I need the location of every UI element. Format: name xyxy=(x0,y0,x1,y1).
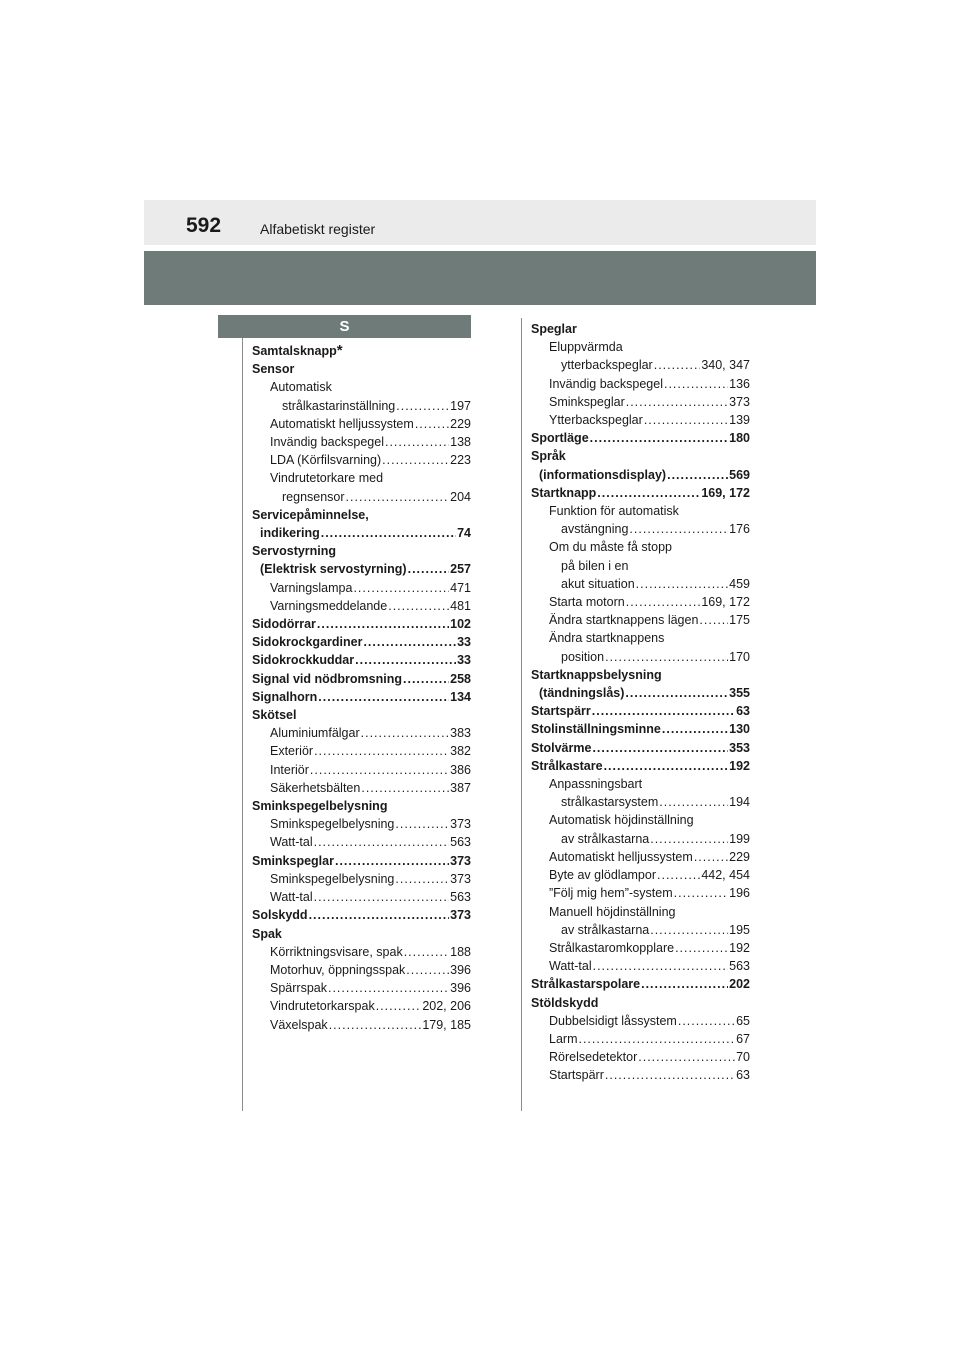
index-entry xyxy=(252,943,471,961)
page-reference: 194 xyxy=(729,795,750,810)
page-reference: 569 xyxy=(729,467,750,482)
index-entry xyxy=(252,615,471,633)
dot-leader xyxy=(361,724,450,738)
entry-text: Samtalsknapp xyxy=(252,344,337,358)
entry-text: Signal vid nödbromsning xyxy=(252,671,402,686)
entry-text: Om du måste få stopp xyxy=(549,540,672,555)
page-reference: 373 xyxy=(450,871,471,886)
dot-leader xyxy=(355,651,456,665)
column-divider-right xyxy=(521,318,522,1111)
dot-leader xyxy=(664,375,728,389)
page-reference: 195 xyxy=(729,922,750,937)
entry-text: Spak xyxy=(252,926,282,941)
entry-text: Spärrspak xyxy=(270,981,327,996)
dot-leader xyxy=(382,451,449,465)
page-reference: 192 xyxy=(729,940,750,955)
page-reference: 169, 172 xyxy=(701,595,750,610)
page-reference: 202 xyxy=(729,977,750,992)
entry-text: Watt-tal xyxy=(270,835,313,850)
page-reference: 396 xyxy=(450,962,471,977)
index-entry xyxy=(252,415,471,433)
dot-leader xyxy=(346,488,450,502)
entry-text: Strålkastare xyxy=(531,758,603,773)
entry-text: Servostyrning xyxy=(252,544,337,559)
page-reference: 373 xyxy=(450,853,471,868)
index-entry xyxy=(531,720,750,738)
index-entry xyxy=(531,921,750,939)
entry-text: Anpassningsbart xyxy=(549,777,643,792)
page-reference: 197 xyxy=(450,398,471,413)
index-entry xyxy=(531,975,750,993)
entry-text: Strålkastaromkopplare xyxy=(549,940,675,955)
index-entry xyxy=(531,1048,750,1066)
index-entry xyxy=(252,433,471,451)
page-reference: 442, 454 xyxy=(701,868,750,883)
index-entry xyxy=(531,1012,750,1030)
entry-text: Varningslampa xyxy=(270,580,353,595)
dot-leader xyxy=(675,939,728,953)
index-entry xyxy=(531,320,750,338)
page-reference: 229 xyxy=(729,849,750,864)
entry-text: Funktion för automatisk xyxy=(549,504,679,519)
entry-text: Speglar xyxy=(531,322,577,336)
page-reference: 340, 347 xyxy=(701,358,750,373)
entry-text: Sminkspegelbelysning xyxy=(270,871,395,886)
entry-text: Stöldskydd xyxy=(531,995,599,1010)
entry-text: Eluppvärmda xyxy=(549,340,623,355)
dot-leader xyxy=(314,742,449,756)
index-entry xyxy=(531,611,750,629)
entry-text: Växelspak xyxy=(270,1017,328,1032)
page-reference: 179, 185 xyxy=(422,1017,471,1032)
page-reference: 471 xyxy=(450,580,471,595)
dot-leader xyxy=(626,393,728,407)
page-title: Alfabetiskt register xyxy=(260,221,376,237)
entry-text: Automatisk xyxy=(270,380,332,395)
entry-text: Sidodörrar xyxy=(252,617,316,632)
dot-leader xyxy=(408,560,450,574)
index-column-left xyxy=(252,342,471,1034)
dot-leader xyxy=(385,433,449,447)
entry-text: Säkerhetsbälten xyxy=(270,780,361,795)
page-reference: 373 xyxy=(450,908,471,923)
entry-text: avstängning xyxy=(561,522,629,537)
entry-text: Sidokrockkuddar xyxy=(252,653,355,668)
page-reference: 74 xyxy=(457,526,471,541)
dot-leader xyxy=(335,852,449,866)
page-reference: 63 xyxy=(736,704,750,719)
index-entry xyxy=(531,447,750,465)
entry-text: Sminkspegelbelysning xyxy=(270,817,395,832)
entry-text: Invändig backspegel xyxy=(270,435,384,450)
entry-text: Startspärr xyxy=(531,704,591,719)
index-entry xyxy=(531,684,750,702)
dot-leader xyxy=(593,957,729,971)
dot-leader xyxy=(395,815,449,829)
dot-leader xyxy=(641,975,728,989)
page-reference: 223 xyxy=(450,453,471,468)
dot-leader xyxy=(403,670,449,684)
entry-text: av strålkastarna xyxy=(561,922,650,937)
entry-text: Sensor xyxy=(252,362,295,377)
entry-text: (informationsdisplay) xyxy=(539,467,667,482)
dot-leader xyxy=(694,848,728,862)
column-divider-left xyxy=(242,338,243,1111)
index-entry xyxy=(252,360,471,378)
dot-leader xyxy=(625,684,728,698)
index-entry xyxy=(252,742,471,760)
entry-text: Byte av glödlampor xyxy=(549,868,657,883)
page-reference: 383 xyxy=(450,726,471,741)
index-entry xyxy=(531,593,750,611)
page-reference: 196 xyxy=(729,886,750,901)
dot-leader xyxy=(406,961,449,975)
index-entry xyxy=(252,833,471,851)
page-reference: 65 xyxy=(736,1013,750,1028)
page-reference: 563 xyxy=(450,835,471,850)
page-reference: 563 xyxy=(450,890,471,905)
index-entry xyxy=(531,1030,750,1048)
dot-leader xyxy=(317,615,449,629)
index-column-right xyxy=(531,320,750,1085)
index-entry xyxy=(531,629,750,647)
entry-text: Exteriör xyxy=(270,744,314,759)
dot-leader xyxy=(590,429,728,443)
index-entry xyxy=(531,957,750,975)
dot-leader xyxy=(662,720,728,734)
index-entry xyxy=(531,793,750,811)
dot-leader xyxy=(376,997,422,1011)
page-reference: 373 xyxy=(729,394,750,409)
index-entry xyxy=(252,542,471,560)
entry-text: Sminkspeglar xyxy=(549,394,625,409)
page-reference: 204 xyxy=(450,489,471,504)
index-entry xyxy=(252,670,471,688)
entry-text: Skötsel xyxy=(252,708,297,723)
index-entry xyxy=(252,397,471,415)
index-entry xyxy=(252,579,471,597)
entry-text: Körriktningsvisare, spak xyxy=(270,944,403,959)
dot-leader xyxy=(310,761,449,775)
dot-leader xyxy=(667,466,728,480)
entry-text: Varningsmeddelande xyxy=(270,598,388,613)
index-entry xyxy=(531,903,750,921)
entry-text: Automatiskt helljussystem xyxy=(549,849,693,864)
entry-text: Manuell höjdinställning xyxy=(549,904,676,919)
page-reference: 175 xyxy=(729,613,750,628)
dot-leader xyxy=(597,484,700,498)
page-reference: 170 xyxy=(729,649,750,664)
dot-leader xyxy=(321,524,456,538)
index-entry xyxy=(252,852,471,870)
entry-text: Motorhuv, öppningsspak xyxy=(270,962,406,977)
dot-leader xyxy=(395,870,449,884)
header-band xyxy=(144,200,816,245)
page-reference: 188 xyxy=(450,944,471,959)
index-entry xyxy=(531,757,750,775)
dot-leader xyxy=(592,702,735,716)
index-entry xyxy=(252,997,471,1015)
entry-text: Signalhorn xyxy=(252,689,318,704)
page-reference: 176 xyxy=(729,522,750,537)
index-entry xyxy=(252,706,471,724)
dot-leader xyxy=(644,411,728,425)
index-entry xyxy=(252,815,471,833)
entry-text: Dubbelsidigt låssystem xyxy=(549,1013,677,1028)
index-entry xyxy=(531,702,750,720)
entry-text: Vindrutetorkarspak xyxy=(270,999,375,1014)
index-entry xyxy=(531,848,750,866)
page-reference: 199 xyxy=(729,831,750,846)
index-entry xyxy=(252,469,471,487)
index-entry xyxy=(531,502,750,520)
entry-text: Watt-tal xyxy=(549,959,592,974)
index-entry xyxy=(252,979,471,997)
dot-leader xyxy=(329,1016,422,1030)
entry-text: Startspärr xyxy=(549,1068,604,1083)
index-entry xyxy=(531,429,750,447)
page-reference: 481 xyxy=(450,598,471,613)
entry-text: Rörelsedetektor xyxy=(549,1050,638,1065)
index-entry xyxy=(252,724,471,742)
dot-leader xyxy=(626,593,701,607)
entry-text: LDA (Körfilsvarning) xyxy=(270,453,382,468)
page-reference: 373 xyxy=(450,817,471,832)
page-reference: 353 xyxy=(729,740,750,755)
index-entry xyxy=(252,524,471,542)
page-reference: 387 xyxy=(450,780,471,795)
entry-text: akut situation xyxy=(561,576,635,591)
dot-leader xyxy=(605,648,728,662)
index-entry xyxy=(252,925,471,943)
dot-leader xyxy=(638,1048,735,1062)
dot-leader xyxy=(605,1066,735,1080)
entry-text: Automatisk höjdinställning xyxy=(549,813,694,828)
entry-text: Ändra startknappens xyxy=(549,631,665,646)
entry-text: Interiör xyxy=(270,762,309,777)
index-entry xyxy=(252,797,471,815)
entry-text: Larm xyxy=(549,1031,578,1046)
page-reference: 136 xyxy=(729,376,750,391)
page-reference: 33 xyxy=(457,635,471,650)
index-entry xyxy=(531,739,750,757)
entry-text: Watt-tal xyxy=(270,890,313,905)
index-entry xyxy=(531,356,750,374)
index-entry xyxy=(531,830,750,848)
dot-leader xyxy=(328,979,449,993)
dot-leader xyxy=(654,356,701,370)
entry-text: Sportläge xyxy=(531,431,589,446)
entry-text: Automatiskt helljussystem xyxy=(270,416,414,431)
entry-text: Servicepåminnelse, xyxy=(252,507,369,522)
index-entry xyxy=(252,961,471,979)
index-entry xyxy=(252,633,471,651)
index-entry xyxy=(252,597,471,615)
entry-text: Aluminiumfälgar xyxy=(270,726,360,741)
index-entry xyxy=(252,1016,471,1034)
index-entry xyxy=(252,451,471,469)
dot-leader xyxy=(650,830,728,844)
dot-leader xyxy=(629,520,728,534)
index-entry xyxy=(531,338,750,356)
page-reference: 180 xyxy=(729,431,750,446)
entry-text: (tändningslås) xyxy=(539,686,625,701)
index-entry xyxy=(531,866,750,884)
section-banner xyxy=(144,251,816,305)
index-entry xyxy=(531,811,750,829)
dot-leader xyxy=(415,415,449,429)
dot-leader xyxy=(592,739,728,753)
index-entry xyxy=(531,484,750,502)
page-reference: 33 xyxy=(457,653,471,668)
index-entry xyxy=(252,906,471,924)
dot-leader xyxy=(318,688,449,702)
entry-text: ytterbackspeglar xyxy=(561,358,653,373)
page-reference: 563 xyxy=(729,959,750,974)
dot-leader xyxy=(361,779,449,793)
page-reference: 257 xyxy=(450,562,471,577)
dot-leader xyxy=(309,906,450,920)
index-entry: Samtalsknapp * xyxy=(252,342,343,359)
index-entry xyxy=(252,688,471,706)
page-reference: 459 xyxy=(729,576,750,591)
index-entry xyxy=(252,651,471,669)
entry-text: strålkastarsystem xyxy=(561,795,659,810)
dot-leader xyxy=(396,397,449,411)
dot-leader xyxy=(650,921,728,935)
entry-text: position xyxy=(561,649,605,664)
dot-leader xyxy=(578,1030,735,1044)
dot-leader xyxy=(659,793,728,807)
page-reference: 229 xyxy=(450,416,471,431)
index-entry xyxy=(531,666,750,684)
entry-text: Ändra startknappens lägen xyxy=(549,613,699,628)
index-entry xyxy=(252,560,471,578)
index-entry xyxy=(531,648,750,666)
page-reference: 70 xyxy=(736,1050,750,1065)
entry-text: Stolinställningsminne xyxy=(531,722,661,737)
page-number: 592 xyxy=(186,214,222,237)
index-entry xyxy=(531,466,750,484)
page-reference: 134 xyxy=(450,689,471,704)
entry-text: Strålkastarspolare xyxy=(531,977,641,992)
dot-leader xyxy=(388,597,449,611)
entry-text: Sminkspeglar xyxy=(252,853,334,868)
index-entry xyxy=(531,1066,750,1084)
entry-text: indikering xyxy=(260,526,320,541)
index-entry xyxy=(252,378,471,396)
dot-leader xyxy=(314,833,450,847)
index-entry xyxy=(531,557,750,575)
entry-text: Vindrutetorkare med xyxy=(270,471,384,486)
entry-text: Starta motorn xyxy=(549,595,625,610)
page-reference: 102 xyxy=(450,617,471,632)
entry-text: regnsensor xyxy=(282,489,345,504)
dot-leader xyxy=(674,884,729,898)
entry-text: Ytterbackspeglar xyxy=(549,413,643,428)
index-entry xyxy=(531,411,750,429)
page-reference: 192 xyxy=(729,758,750,773)
page-reference: 63 xyxy=(736,1068,750,1083)
page-reference: 130 xyxy=(729,722,750,737)
index-entry xyxy=(531,393,750,411)
index-entry xyxy=(252,870,471,888)
entry-text: strålkastarinställning xyxy=(282,398,396,413)
dot-leader xyxy=(363,633,456,647)
dot-leader xyxy=(636,575,728,589)
page-reference: 396 xyxy=(450,981,471,996)
index-entry xyxy=(531,538,750,556)
dot-leader xyxy=(314,888,450,902)
section-letter: S xyxy=(218,315,471,338)
entry-text: Startknappsbelysning xyxy=(531,667,662,682)
dot-leader xyxy=(404,943,449,957)
index-entry xyxy=(531,520,750,538)
entry-text: på bilen i en xyxy=(561,558,629,573)
page-reference: 202, 206 xyxy=(422,999,471,1014)
index-entry xyxy=(531,994,750,1012)
dot-leader xyxy=(699,611,728,625)
entry-text: av strålkastarna xyxy=(561,831,650,846)
index-entry xyxy=(531,575,750,593)
page-reference: 258 xyxy=(450,671,471,686)
dot-leader xyxy=(657,866,700,880)
dot-leader xyxy=(353,579,449,593)
index-entry xyxy=(252,506,471,524)
index-entry xyxy=(252,488,471,506)
dot-leader xyxy=(604,757,729,771)
page-reference: 139 xyxy=(729,413,750,428)
entry-text: Solskydd xyxy=(252,908,308,923)
entry-text: Invändig backspegel xyxy=(549,376,663,391)
index-entry xyxy=(252,888,471,906)
index-entry xyxy=(531,375,750,393)
entry-text: Sminkspegelbelysning xyxy=(252,799,388,814)
index-entry xyxy=(531,884,750,902)
entry-text: ”Följ mig hem”-system xyxy=(549,886,673,901)
page-reference: 67 xyxy=(736,1031,750,1046)
page-reference: 138 xyxy=(450,435,471,450)
page-reference: 386 xyxy=(450,762,471,777)
index-entry xyxy=(252,779,471,797)
page-reference: 169, 172 xyxy=(701,485,750,500)
page-reference: 355 xyxy=(729,686,750,701)
entry-text: (Elektrisk servostyrning) xyxy=(260,562,407,577)
dot-leader xyxy=(678,1012,735,1026)
entry-text: Sidokrockgardiner xyxy=(252,635,363,650)
index-entry xyxy=(531,775,750,793)
entry-text: Stolvärme xyxy=(531,740,592,755)
index-entry xyxy=(252,761,471,779)
entry-text: Språk xyxy=(531,449,566,464)
index-entry xyxy=(531,939,750,957)
page-reference: 382 xyxy=(450,744,471,759)
entry-text: Startknapp xyxy=(531,485,597,500)
